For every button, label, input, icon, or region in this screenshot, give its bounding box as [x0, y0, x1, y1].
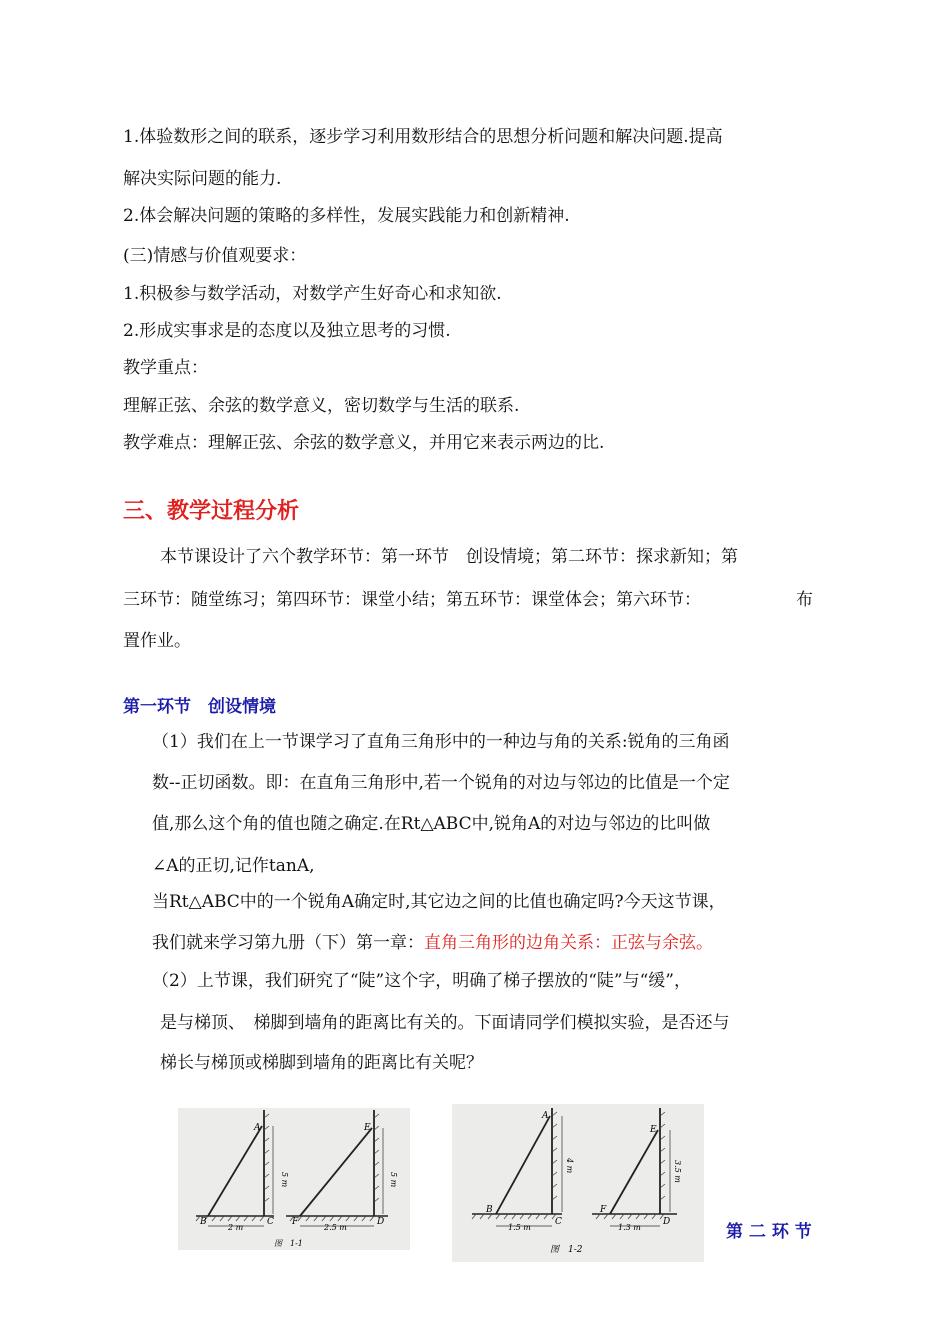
skill-item-1-line-2: 解决实际问题的能力.: [123, 169, 282, 189]
emotion-title: (三)情感与价值观要求：: [123, 246, 307, 266]
ladder-ef: [300, 1128, 372, 1216]
section-3-para-line-1: 本节课设计了六个教学环节：第一环节 创设情境；第二环节：探求新知；第: [160, 547, 738, 567]
fig2-left-base: 1.5 m: [508, 1223, 531, 1232]
stage-1-p1-line-6-text: 我们就来学习第九册（下）第一章：: [152, 933, 424, 953]
stage-1-p1-line-5: 当Rt△ABC中的一个锐角A确定时,其它边之间的比值也确定吗?今天这节课，: [152, 892, 726, 912]
section-3-para-line-2-main: 三环节：随堂练习；第四环节：课堂小结；第五环节：课堂体会；第六环节：: [123, 590, 701, 610]
fig2-label-e: E: [650, 1125, 657, 1135]
fig2-label-c: C: [555, 1217, 562, 1227]
stage-1-p1-line-3: 值,那么这个角的值也随之确定.在Rt△ABC中,锐角A的对边与邻边的比叫做: [152, 814, 711, 834]
fig1-label-c: C: [267, 1217, 274, 1227]
ladder-ef-2: [610, 1130, 658, 1214]
fig2-label-d: D: [663, 1217, 671, 1227]
fig2-right-height: 3.5 m: [673, 1160, 682, 1183]
fig2-label-a: A: [542, 1111, 549, 1121]
ladder-ab: [208, 1126, 262, 1216]
fig1-left-base: 2 m: [228, 1223, 244, 1232]
section-3-para-line-2-end: 布: [796, 590, 813, 610]
stage-2-title: 第 二 环 节: [726, 1222, 812, 1242]
section-3-para-line-2: [123, 589, 813, 611]
key-points-text: 理解正弦、余弦的数学意义，密切数学与生活的联系.: [123, 396, 520, 416]
fig1-label-b: B: [200, 1217, 207, 1227]
fig1-right-height: 5 m: [389, 1172, 398, 1188]
fig1-left-height: 5 m: [280, 1172, 289, 1188]
stage-1-p1-line-2: 数--正切函数。即：在直角三角形中,若一个锐角的对边与邻边的比值是一个定: [152, 773, 730, 793]
skill-item-2: 2.体会解决问题的策略的多样性，发展实践能力和创新精神.: [123, 206, 570, 226]
fig2-label-b: B: [486, 1205, 493, 1215]
fig2-left-height: 4 m: [565, 1158, 574, 1174]
stage-1-p1-line-1: （1）我们在上一节课学习了直角三角形中的一种边与角的关系:锐角的三角函: [152, 732, 730, 752]
figure-1-2: [452, 1104, 704, 1262]
section-3-para-line-3: 置作业。: [123, 631, 191, 651]
difficulty-text: 教学难点：理解正弦、余弦的数学意义，并用它来表示两边的比.: [123, 433, 605, 453]
emotion-item-1: 1.积极参与数学活动，对数学产生好奇心和求知欲.: [123, 284, 502, 304]
stage-1-p2-line-3: 梯长与梯顶或梯脚到墙角的距离比有关呢？: [160, 1053, 483, 1073]
fig2-right-base: 1.3 m: [618, 1223, 641, 1232]
key-points-title: 教学重点：: [123, 358, 208, 378]
stage-1-title: 第一环节 创设情境: [123, 697, 276, 717]
fig1-label-f: F: [292, 1217, 299, 1227]
fig2-label-f: F: [600, 1205, 607, 1215]
fig1-label-d: D: [377, 1217, 385, 1227]
fig2-caption: 图 1-2: [550, 1245, 583, 1255]
stage-1-p1-line-4: ∠A的正切,记作tanA,: [152, 856, 315, 876]
emotion-item-2: 2.形成实事求是的态度以及独立思考的习惯.: [123, 321, 451, 341]
fig1-right-base: 2.5 m: [324, 1223, 347, 1232]
stage-1-p2-line-2: 是与梯顶、 梯脚到墙角的距离比有关的。下面请同学们模拟实验，是否还与: [160, 1013, 730, 1033]
fig1-caption: 图 1-1: [274, 1239, 303, 1248]
fig1-label-e: E: [364, 1123, 371, 1133]
fig1-label-a: A: [254, 1123, 261, 1133]
skill-item-1-line-1: 1.体验数形之间的联系，逐步学习利用数形结合的思想分析问题和解决问题.提高: [123, 127, 723, 147]
section-3-title: 三、教学过程分析: [123, 499, 300, 524]
figure-1-1: [178, 1108, 410, 1250]
chapter-title-highlight: 直角三角形的边角关系：正弦与余弦。: [424, 933, 713, 953]
stage-1-p2-line-1: （2）上节课，我们研究了“陡”这个字，明确了梯子摆放的“陡”与“缓”，: [152, 971, 691, 991]
stage-1-p1-line-6: [152, 932, 713, 954]
ladder-ab-2: [496, 1116, 550, 1214]
